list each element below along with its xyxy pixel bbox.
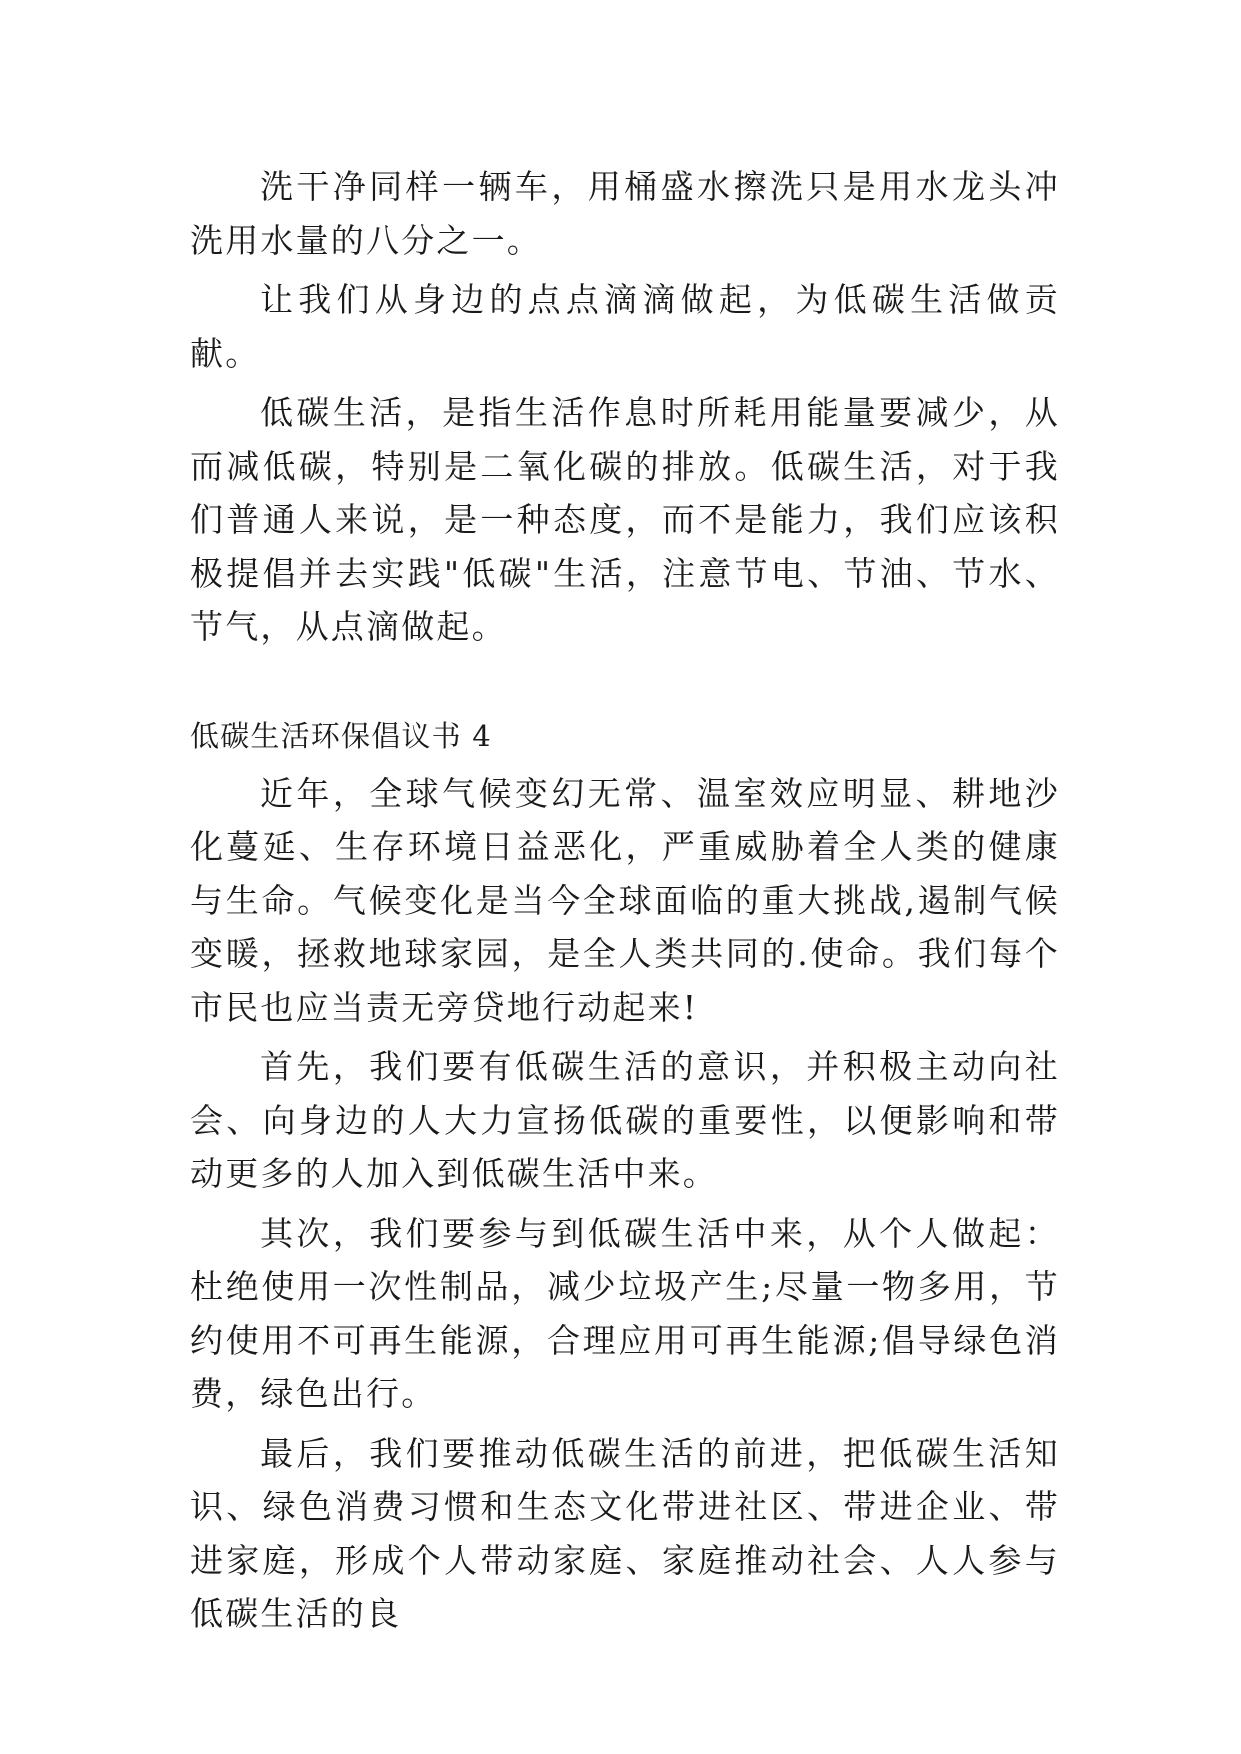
paragraph-start-small: 让我们从身边的点点滴滴做起，为低碳生活做贡献。 xyxy=(190,280,1060,373)
section-title: 低碳生活环保倡议书 4 xyxy=(190,718,492,753)
paragraph-low-carbon-definition: 低碳生活，是指生活作息时所耗用能量要减少，从而减低碳，特别是二氧化碳的排放。低碳生活，对于我们普通人来说，是一种态度，而不是能力，我们应该积极提倡并去实践"低碳"生活，注意节电、节油、节水、节气，从点滴做起。 xyxy=(190,393,1060,646)
paragraph-climate-change: 近年，全球气候变幻无常、温室效应明显、耕地沙化蔓延、生存环境日益恶化，严重威胁着全人类的健康与生命。气候变化是当今全球面临的重大挑战,遏制气候变暖，拯救地球家园，是全人类共同的.使命。我们每个市民也应当责无旁贷地行动起来! xyxy=(190,773,1060,1027)
document-page xyxy=(190,160,1060,1647)
paragraph-second-participation: 其次，我们要参与到低碳生活中来，从个人做起：杜绝使用一次性制品，减少垃圾产生;尽量一物多用，节约使用不可再生能源，合理应用可再生能源;倡导绿色消费，绿色出行。 xyxy=(190,1213,1060,1413)
paragraph-car-washing: 洗干净同样一辆车，用桶盛水擦洗只是用水龙头冲洗用水量的八分之一。 xyxy=(190,167,1060,260)
paragraph-finally-promotion: 最后，我们要推动低碳生活的前进，把低碳生活知识、绿色消费习惯和生态文化带进社区、带进企业、带进家庭，形成个人带动家庭、家庭推动社会、人人参与低碳生活的良 xyxy=(190,1433,1060,1633)
paragraph-first-awareness: 首先，我们要有低碳生活的意识，并积极主动向社会、向身边的人大力宣扬低碳的重要性，以便影响和带动更多的人加入到低碳生活中来。 xyxy=(190,1047,1060,1193)
